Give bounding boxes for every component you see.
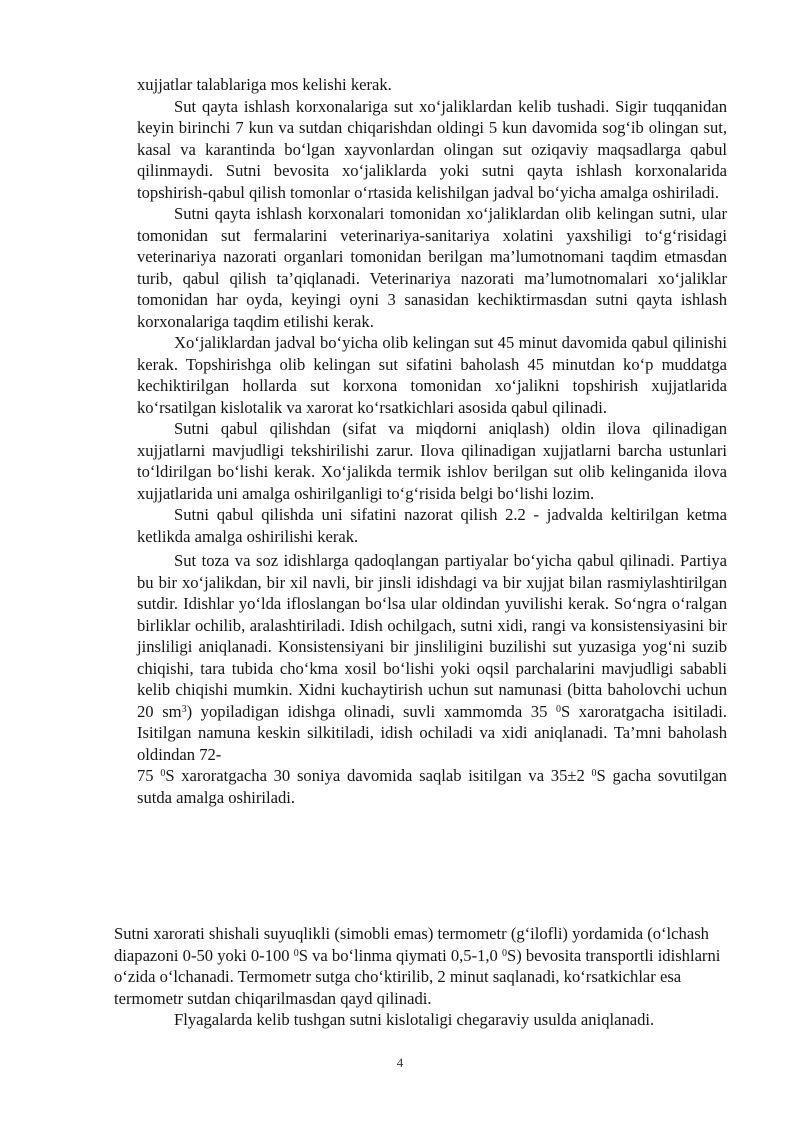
main-text-column — [137, 74, 727, 808]
paragraph-10: Flyagalarda kelib tushgan sutni kislotaligi chegaraviy usulda aniqlanadi. — [174, 1010, 655, 1029]
paragraph-8-text-b: S xaroratgacha 30 soniya davomida saqlab isitilgan va 35±2 — [165, 766, 592, 785]
paragraph-8-text-c: S gacha sovutilgan sutda amalga oshiriladi. — [137, 766, 727, 807]
paragraph-9-text-a: Sutni xarorati shishali suyuqlikli (simobli emas) termometr (g‘ilofli) yordamida (o‘lchash diapazoni 0-50 yoki 0-100 — [114, 924, 709, 965]
paragraph-1: xujjatlar talablariga mos kelishi kerak. — [137, 75, 392, 94]
paragraph-6: Sutni qabul qilishda uni sifatini nazorat qilish 2.2 - jadvalda keltirilgan ketma ketlikda amalga oshirilishi kerak. — [137, 505, 727, 546]
paragraph-7-text-b: ) yopiladigan idishga olinadi, suvli xammomda 35 — [186, 701, 556, 721]
page-number: 4 — [396, 1055, 404, 1070]
paragraph-4: Xo‘jaliklardan jadval bo‘yicha olib kelingan sut 45 minut davomida qabul qilinishi kerak. Topshirishga olib kelingan sut sifatini baholash 45 minutdan ko‘p muddatga kechiktirilgan hollarda sut korxona tomonidan xo‘jalikni topshirish xujjatlarida ko‘rsatilgan kislotalik va xarorat ko‘rsatkichlari asosida qabul qilinadi. — [137, 333, 727, 417]
superscript-cube: 3 — [181, 703, 187, 715]
paragraph-7-text-c: S xaroratgacha isitiladi. Isitilgan namuna keskin silkitiladi, idish ochiladi va xidi aniqlanadi. Ta’mni baholash oldindan 72- — [137, 701, 727, 764]
paragraph-8-text-a: 75 — [137, 766, 161, 785]
superscript-degree: 0 — [555, 703, 561, 715]
paragraph-5: Sutni qabul qilishdan (sifat va miqdorni aniqlash) oldin ilova qilinadigan xujjatlarni mavjudligi tekshirilishi zarur. Ilova qilinadigan xujjatlarni barcha ustunlari to‘ldirilgan bo‘lishi kerak. Xo‘jalikda termik ishlov berilgan sut olib kelinganida ilova xujjatlarida uni amalga oshirilganligi to‘g‘risida belgi bo‘lishi lozim. — [137, 419, 727, 503]
paragraph-9-text-b: S va bo‘linma qiymati 0,5-1,0 — [298, 945, 502, 965]
paragraph-2: Sut qayta ishlash korxonalariga sut xo‘jaliklardan kelib tushadi. Sigir tuqqanidan keyin birinchi 7 kun va sutdan chiqarishdan oldingi 5 kun davomida sog‘ib olingan sut, kasal va karantinda bo‘lgan xayvonlardan olingan sut oziqaviy maqsadlarga qabul qilinmaydi. Sutni bevosita xo‘jaliklarda yoki sutni qayta ishlash korxonalarida topshirish-qabul qilish tomonlar o‘rtasida kelishilgan jadval bo‘yicha amalga oshiriladi. — [137, 96, 727, 202]
lower-text-block — [114, 923, 728, 1031]
superscript-degree: 0 — [293, 947, 299, 959]
paragraph-9 — [114, 923, 728, 1009]
paragraph-9-text-c: S) bevosita transportli idishlarni o‘zida o‘lchanadi. Termometr sutga cho‘ktirilib, 2 minut saqlanadi, ko‘rsatkichlar esa termometr sutdan chiqarilmasdan qayd qilinadi. — [114, 945, 721, 1008]
paragraph-3: Sutni qayta ishlash korxonalari tomonidan xo‘jaliklardan olib kelingan sutni, ular tomonidan sut fermalarini veterinariya-sanitariya xolatini yaxshiligi to‘g‘risidagi veterinariya nazorati organlari tomonidan berilgan ma’lumotnomani taqdim etmasdan turib, qabul qilish ta’qiqlanadi. Veterinariya nazorati ma’lumotnomalari xo‘jaliklar tomonidan har oyda, keyingi oyni 3 sanasidan kechiktirmasdan sutni qayta ishlash korxonalariga taqdim etilishi kerak. — [137, 204, 727, 331]
paragraph-7-text-a: Sut toza va soz idishlarga qadoqlangan partiyalar bo‘yicha qabul qilinadi. Partiya bu bir xo‘jalikdan, bir xil navli, bir jinsli idishdagi va bir xujjat bilan rasmiylashtirilgan sutdir. Idishlar yo‘lda ifloslangan bo‘lsa ular oldindan yuvilishi kerak. So‘ngra o‘ralgan birliklar ochilib, aralashtiriladi. Idish ochilgach, sutni xidi, rangi va konsistensiyasini bir jinsliligi aniqlanadi. Konsistensiyani bir jinsliligini buzilishi sut yuzasiga yog‘ni suzib chiqishi, tara tubida cho‘kma xosil bo‘lishi yoki oqsil parchalarini mavjudligi sababli kelib chiqishi mumkin. Xidni kuchaytirish uchun sut namunasi (bitta baholovchi uchun 20 sm — [137, 551, 727, 721]
superscript-degree: 0 — [160, 768, 166, 779]
paragraph-7 — [137, 550, 727, 765]
paragraph-8 — [137, 765, 727, 808]
superscript-degree: 0 — [501, 947, 507, 959]
superscript-degree: 0 — [591, 768, 597, 779]
